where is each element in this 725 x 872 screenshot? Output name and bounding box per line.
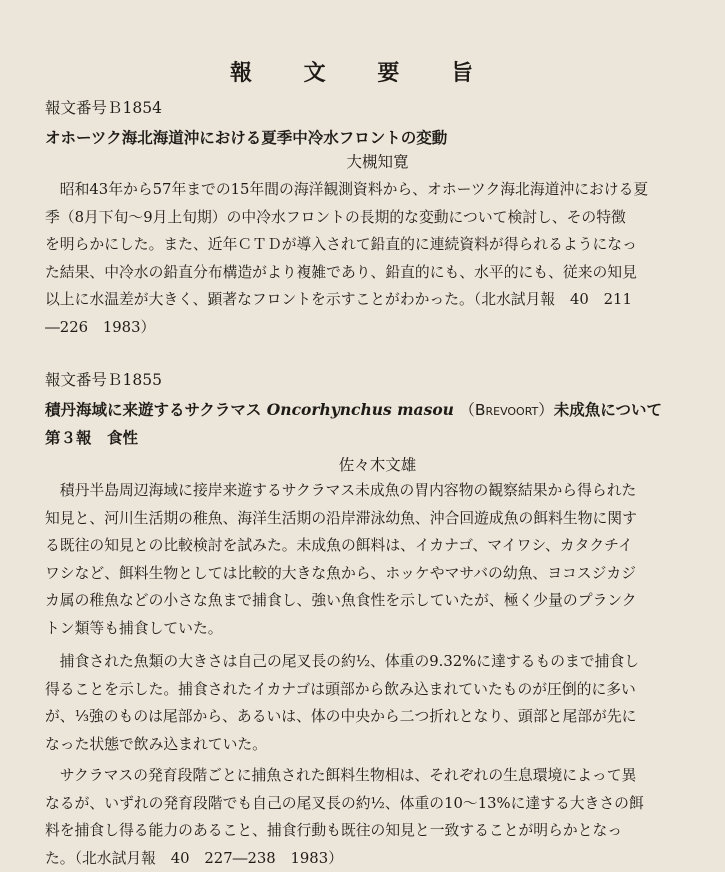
text-line: なるが、いずれの発育段階でも自己の尾叉長の約½、体重の10～13%に達する大きさの餌 (45, 790, 713, 818)
text-line: 料を捕食し得る能力のあること、捕食行動も既往の知見と一致することが明らかとなっ (45, 817, 713, 845)
title-suffix: 未成魚について (554, 401, 662, 419)
text-line: る既往の知見との比較検討を試みた。未成魚の餌料は、イカナゴ、マイワシ、カタクチイ (45, 532, 713, 560)
text-line: ―226 1983） (45, 314, 713, 342)
species-authority: （Brevoort） (459, 401, 553, 419)
report-subtitle: 第３報 食性 (45, 424, 713, 452)
text-line: が、⅓強のものは尾部から、あるいは、体の中央から二つ折れとなり、頭部と尾部が先に (45, 703, 713, 731)
abstract-paragraph (45, 648, 713, 758)
species-name: Oncorhynchus masou (267, 400, 454, 419)
author-name: 佐々木文雄 (0, 452, 725, 478)
abstract-entry-title-block (45, 124, 713, 152)
abstract-body (45, 176, 713, 341)
author-block (0, 452, 725, 478)
abstract-body (45, 477, 713, 872)
text-line: 季（8月下旬～9月上旬期）の中冷水フロントの長期的な変動について検討し、その特徴 (45, 204, 713, 232)
text-line: た結果、中冷水の鉛直分布構造がより複雑であり、鉛直的にも、水平的にも、従来の知見 (45, 259, 713, 287)
text-line: サクラマスの発育段階ごとに捕魚された餌料生物相は、それぞれの生息環境によって異 (45, 762, 713, 790)
text-line: トン類等も捕食していた。 (45, 615, 713, 643)
report-title: オホーツク海北海道沖における夏季中冷水フロントの変動 (45, 124, 713, 152)
title-prefix: 積丹海域に来遊するサクラマス (45, 401, 261, 419)
text-line: 以上に水温差が大きく、顕著なフロントを示すことがわかった。（北水試月報 40 211 (45, 286, 713, 314)
report-number: 報文番号Ｂ1854 (45, 97, 713, 119)
abstract-paragraph (45, 762, 713, 872)
text-line: なった状態で飲み込まれていた。 (45, 731, 713, 759)
abstract-entry-title-block (45, 396, 713, 452)
abstract-entry (45, 97, 713, 119)
text-line: を明らかにした。また、近年ＣＴＤが導入されて鉛直的に連続資料が得られるようになっ (45, 231, 713, 259)
text-line: 昭和43年から57年までの15年間の海洋観測資料から、オホーツク海北海道沖における夏 (45, 176, 713, 204)
text-line: ワシなど、餌料生物としては比較的大きな魚から、ホッケやマサバの幼魚、ヨコスジカジ (45, 560, 713, 588)
abstract-paragraph (45, 176, 713, 341)
author-block (0, 149, 725, 175)
abstract-paragraph (45, 477, 713, 642)
page-title: 報 文 要 旨 (0, 56, 725, 87)
text-line: 積丹半島周辺海域に接岸来遊するサクラマス未成魚の胃内容物の観察結果から得られた (45, 477, 713, 505)
abstract-entry (45, 369, 713, 391)
text-line: た。（北水試月報 40 227―238 1983） (45, 845, 713, 872)
text-line: 知見と、河川生活期の稚魚、海洋生活期の沿岸滞泳幼魚、沖合回遊成魚の餌料生物に関す (45, 505, 713, 533)
text-line: カ属の稚魚などの小さな魚まで捕食し、強い魚食性を示していたが、極く少量のプランク (45, 587, 713, 615)
report-title (45, 396, 713, 424)
report-number: 報文番号Ｂ1855 (45, 369, 713, 391)
text-line: 得ることを示した。捕食されたイカナゴは頭部から飲み込まれていたものが圧倒的に多い (45, 676, 713, 704)
text-line: 捕食された魚類の大きさは自己の尾叉長の約½、体重の9.32%に達するものまで捕食し (45, 648, 713, 676)
author-name: 大槻知寛 (0, 149, 725, 175)
